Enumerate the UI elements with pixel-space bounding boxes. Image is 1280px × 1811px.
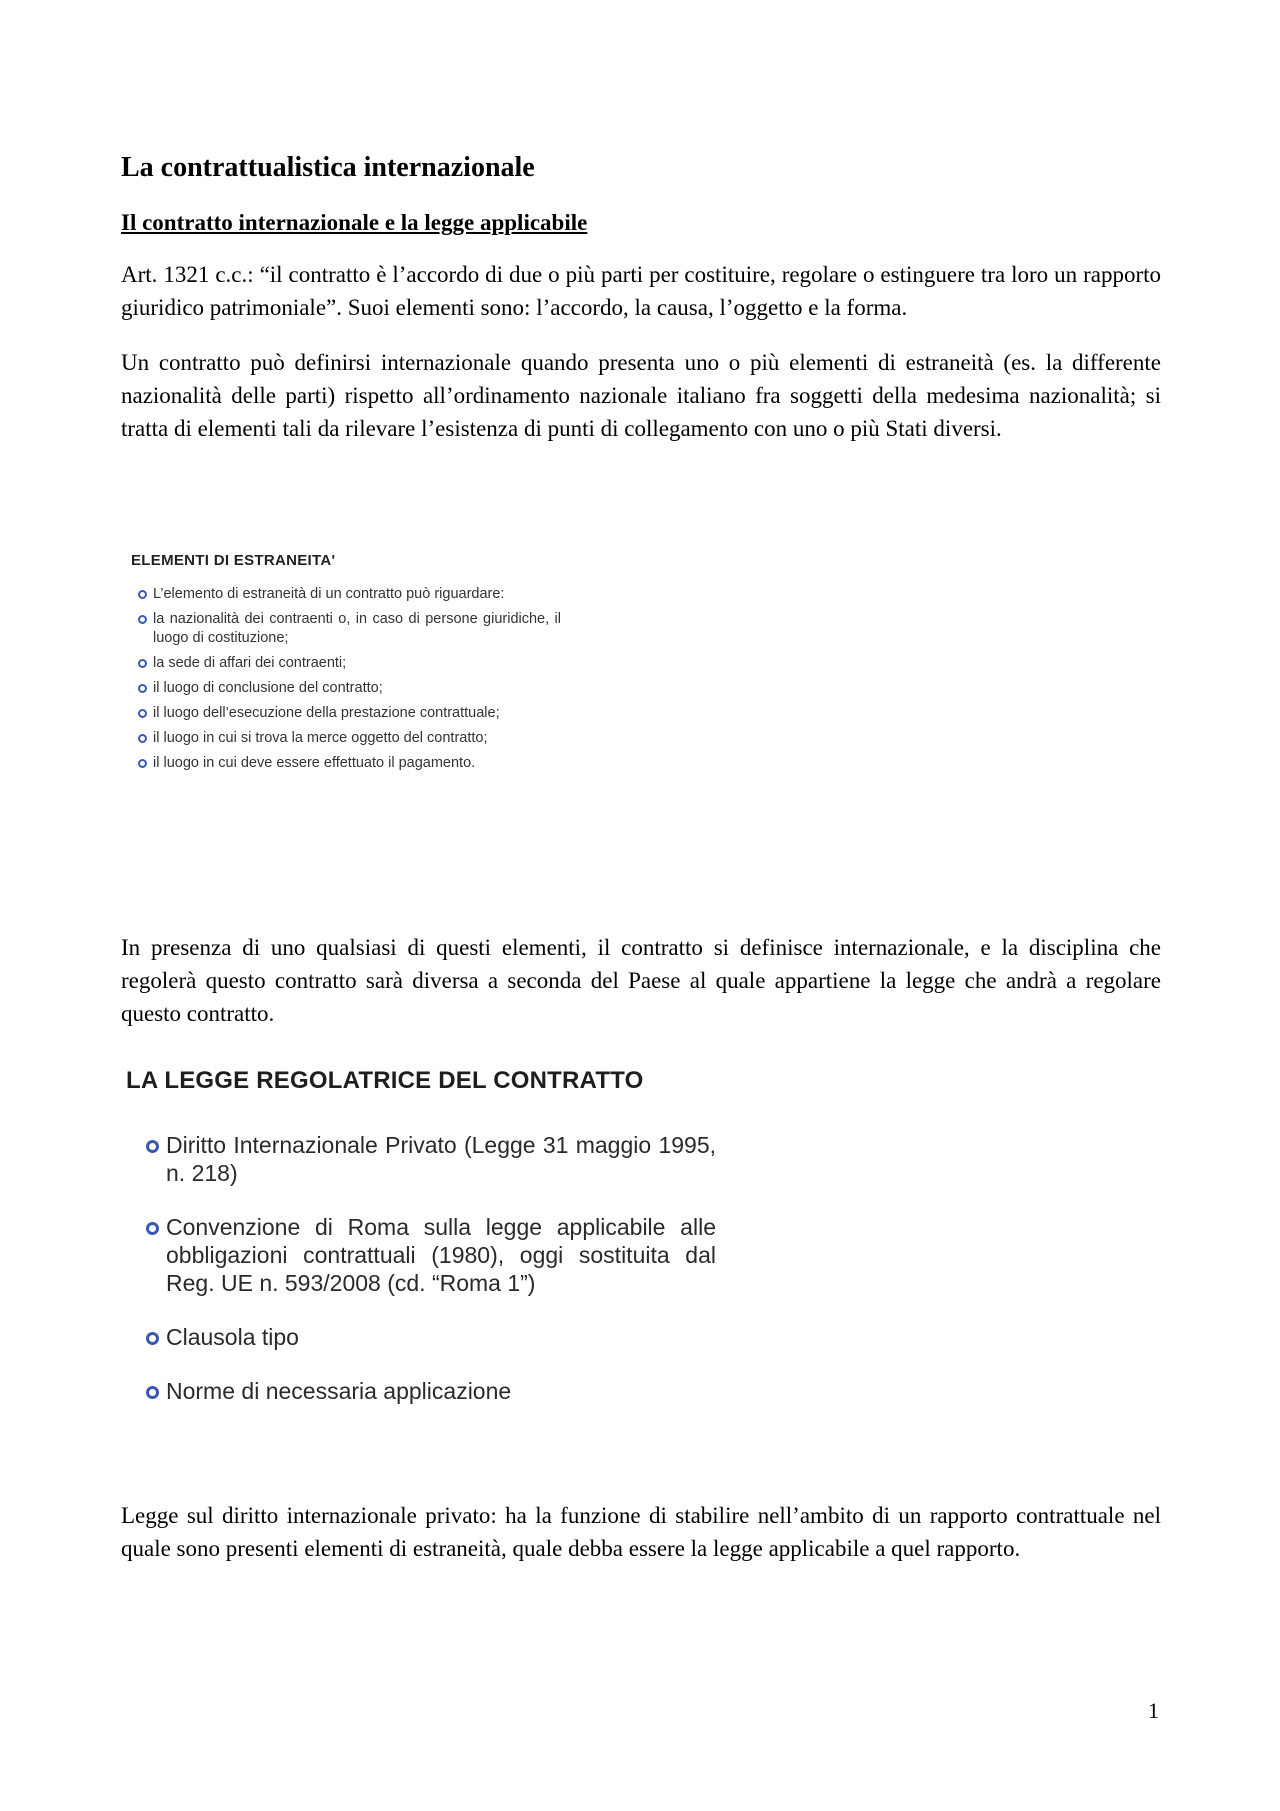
bullet-circle-icon bbox=[146, 1386, 159, 1399]
bullet-circle-icon bbox=[138, 615, 147, 624]
bullet-circle-icon bbox=[146, 1222, 159, 1235]
slide-bullet-list bbox=[131, 585, 561, 773]
bullet-circle-icon bbox=[138, 659, 147, 668]
section-heading: Il contratto internazionale e la legge applicabile bbox=[121, 210, 588, 235]
paragraph-presenza-elementi: In presenza di uno qualsiasi di questi elementi, il contratto si definisce internazionale, e la disciplina che regolerà questo contratto sarà diversa a seconda del Paese al quale appartiene la legge che andrà a regolare questo contratto. bbox=[121, 935, 1161, 1026]
document-body-bottom bbox=[121, 1499, 1161, 1587]
document-body-middle bbox=[121, 931, 1161, 1052]
paragraph-art-1321: Art. 1321 c.c.: “il contratto è l’accordo di due o più parti per costituire, regolare o estinguere tra loro un rapporto giuridico patrimoniale”. Suoi elementi sono: l’accordo, la causa, l’oggetto e la forma. bbox=[121, 262, 1161, 320]
page-number: 1 bbox=[1148, 1698, 1159, 1723]
bullet-circle-icon bbox=[138, 684, 147, 693]
list-item: Clausola tipo bbox=[126, 1323, 716, 1351]
slide-legge-regolatrice bbox=[126, 1067, 716, 1431]
bullet-circle-icon bbox=[146, 1332, 159, 1345]
list-item: L’elemento di estraneità di un contratto può riguardare: bbox=[131, 585, 561, 604]
bullet-circle-icon bbox=[138, 709, 147, 718]
list-item: il luogo dell’esecuzione della prestazione contrattuale; bbox=[131, 704, 561, 723]
list-item: Diritto Internazionale Privato (Legge 31 maggio 1995, n. 218) bbox=[126, 1131, 716, 1187]
list-item: il luogo di conclusione del contratto; bbox=[131, 679, 561, 698]
list-item: la nazionalità dei contraenti o, in caso di persone giuridiche, il luogo di costituzione; bbox=[131, 610, 561, 648]
list-item: Convenzione di Roma sulla legge applicabile alle obbligazioni contrattuali (1980), oggi sostituita dal Reg. UE n. 593/2008 (cd. “Roma 1”) bbox=[126, 1213, 716, 1297]
slide-title: LA LEGGE REGOLATRICE DEL CONTRATTO bbox=[126, 1067, 644, 1094]
bullet-circle-icon bbox=[138, 590, 147, 599]
list-item: la sede di affari dei contraenti; bbox=[131, 654, 561, 673]
paragraph-contratto-internazionale: Un contratto può definirsi internazionale quando presenta uno o più elementi di estraneità (es. la differente nazionalità delle parti) rispetto all’ordinamento nazionale italiano fra soggetti della medesima nazionalità; si tratta di elementi tali da rilevare l’esistenza di punti di collegamento con uno o più Stati diversi. bbox=[121, 350, 1161, 441]
list-item: il luogo in cui deve essere effettuato il pagamento. bbox=[131, 754, 561, 773]
paragraph-diritto-internazionale-privato: Legge sul diritto internazionale privato: ha la funzione di stabilire nell’ambito di un rapporto contrattuale nel quale sono presenti elementi di estraneità, quale debba essere la legge applicabile a quel rapporto. bbox=[121, 1503, 1161, 1561]
bullet-circle-icon bbox=[138, 734, 147, 743]
slide-title: ELEMENTI DI ESTRANEITA' bbox=[131, 552, 336, 569]
document-title: La contrattualistica internazionale bbox=[121, 152, 535, 183]
slide-elementi-di-estraneita bbox=[131, 552, 561, 779]
list-item: Norme di necessaria applicazione bbox=[126, 1377, 716, 1405]
document-body bbox=[121, 150, 1161, 467]
list-item: il luogo in cui si trova la merce oggetto del contratto; bbox=[131, 729, 561, 748]
slide-bullet-list bbox=[126, 1131, 716, 1405]
bullet-circle-icon bbox=[138, 759, 147, 768]
bullet-circle-icon bbox=[146, 1140, 159, 1153]
